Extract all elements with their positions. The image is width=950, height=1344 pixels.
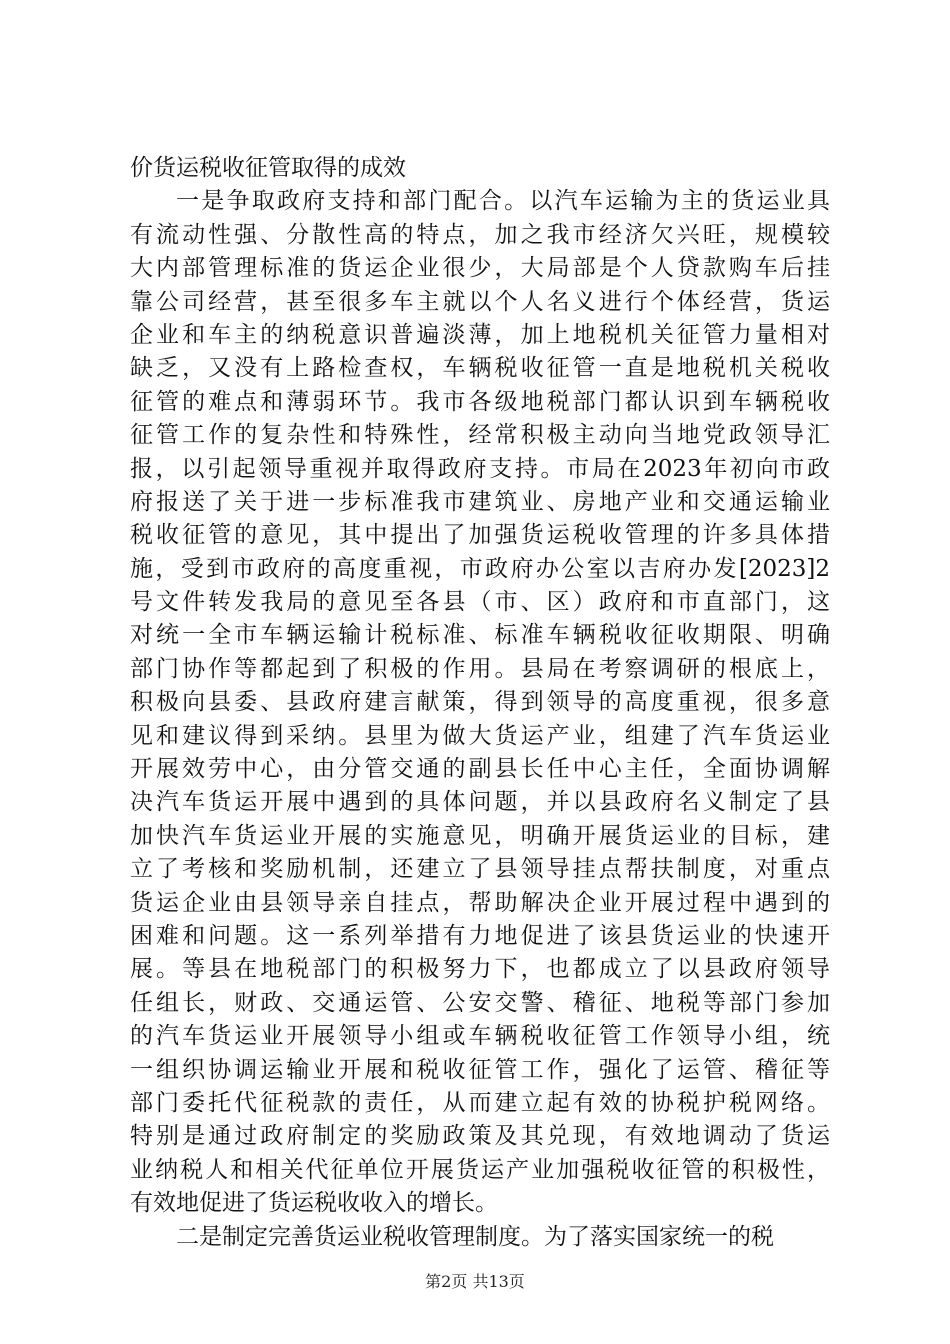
document-body — [130, 152, 830, 1254]
paragraph-line: 对统一全市车辆运输计税标准、标准车辆税收征收期限、明确 — [130, 622, 830, 649]
paragraph-line: 府报送了关于进一步标准我市建筑业、房地产业和交通运输业 — [130, 488, 830, 515]
paragraph-line: 见和建议得到采纳。县里为做大货运产业，组建了汽车货运业 — [130, 722, 830, 749]
paragraph-line: 缺乏，又没有上路检查权，车辆税收征管一直是地税机关税收 — [130, 355, 830, 382]
paragraph-line: 决汽车货运开展中遇到的具体问题，并以县政府名义制定了县 — [130, 789, 830, 816]
paragraph-line: 部门协作等都起到了积极的作用。县局在考察调研的根底上， — [130, 655, 830, 682]
paragraph-line: 开展效劳中心，由分管交通的副县长任中心主任，全面协调解 — [130, 756, 830, 783]
paragraph-line: 一是争取政府支持和部门配合。以汽车运输为主的货运业具 — [176, 188, 830, 215]
paragraph-line: 有流动性强、分散性高的特点，加之我市经济欠兴旺，规模较 — [130, 221, 830, 248]
paragraph-line: 二是制定完善货运业税收管理制度。为了落实国家统一的税 — [176, 1223, 774, 1250]
paragraph-2 — [130, 1221, 830, 1254]
page-number-footer: 第2页 共13页 — [425, 1272, 525, 1291]
paragraph-line: 征管的难点和薄弱环节。我市各级地税部门都认识到车辆税收 — [130, 388, 830, 415]
paragraph-line: 税收征管的意见，其中提出了加强货运税收管理的许多具体措 — [130, 522, 830, 549]
paragraph-line: 展。等县在地税部门的积极努力下，也都成立了以县政府领导 — [130, 956, 830, 983]
paragraph-line: 号文件转发我局的意见至各县（市、区）政府和市直部门，这 — [130, 589, 830, 616]
paragraph-line: 施，受到市政府的高度重视，市政府办公室以吉府办发[2023]2 — [130, 555, 830, 582]
paragraph-line: 部门委托代征税款的责任，从而建立起有效的协税护税网络。 — [130, 1089, 830, 1116]
paragraph-line: 靠公司经营，甚至很多车主就以个人名义进行个体经营，货运 — [130, 288, 830, 315]
paragraph-line: 困难和问题。这一系列举措有力地促进了该县货运业的快速开 — [130, 922, 830, 949]
paragraph-line: 特别是通过政府制定的奖励政策及其兑现，有效地调动了货运 — [130, 1123, 830, 1150]
paragraph-line: 企业和车主的纳税意识普遍淡薄，加上地税机关征管力量相对 — [130, 321, 830, 348]
paragraph-line: 货运企业由县领导亲自挂点，帮助解决企业开展过程中遇到的 — [130, 889, 830, 916]
paragraph-line: 业纳税人和相关代征单位开展货运产业加强税收征管的积极性， — [130, 1156, 830, 1183]
paragraph-line: 一组织协调运输业开展和税收征管工作，强化了运管、稽征等 — [130, 1056, 830, 1083]
paragraph-line: 加快汽车货运业开展的实施意见，明确开展货运业的目标，建 — [130, 822, 830, 849]
paragraph-line: 大内部管理标准的货运企业很少，大局部是个人贷款购车后挂 — [130, 255, 830, 282]
paragraph-line: 积极向县委、县政府建言献策，得到领导的高度重视，很多意 — [130, 689, 830, 716]
paragraph-1 — [130, 185, 830, 1220]
paragraph-line: 征管工作的复杂性和特殊性，经常积极主动向当地党政领导汇 — [130, 422, 830, 449]
section-title: 价货运税收征管取得的成效 — [130, 155, 406, 181]
paragraph-line: 报，以引起领导重视并取得政府支持。市局在2023年初向市政 — [130, 455, 830, 482]
paragraph-line: 的汽车货运业开展领导小组或车辆税收征管工作领导小组，统 — [130, 1023, 830, 1050]
paragraph-line: 有效地促进了货运税收收入的增长。 — [130, 1190, 498, 1217]
paragraph-line: 任组长，财政、交通运管、公安交警、稽征、地税等部门参加 — [130, 989, 830, 1016]
paragraph-line: 立了考核和奖励机制，还建立了县领导挂点帮扶制度，对重点 — [130, 856, 830, 883]
